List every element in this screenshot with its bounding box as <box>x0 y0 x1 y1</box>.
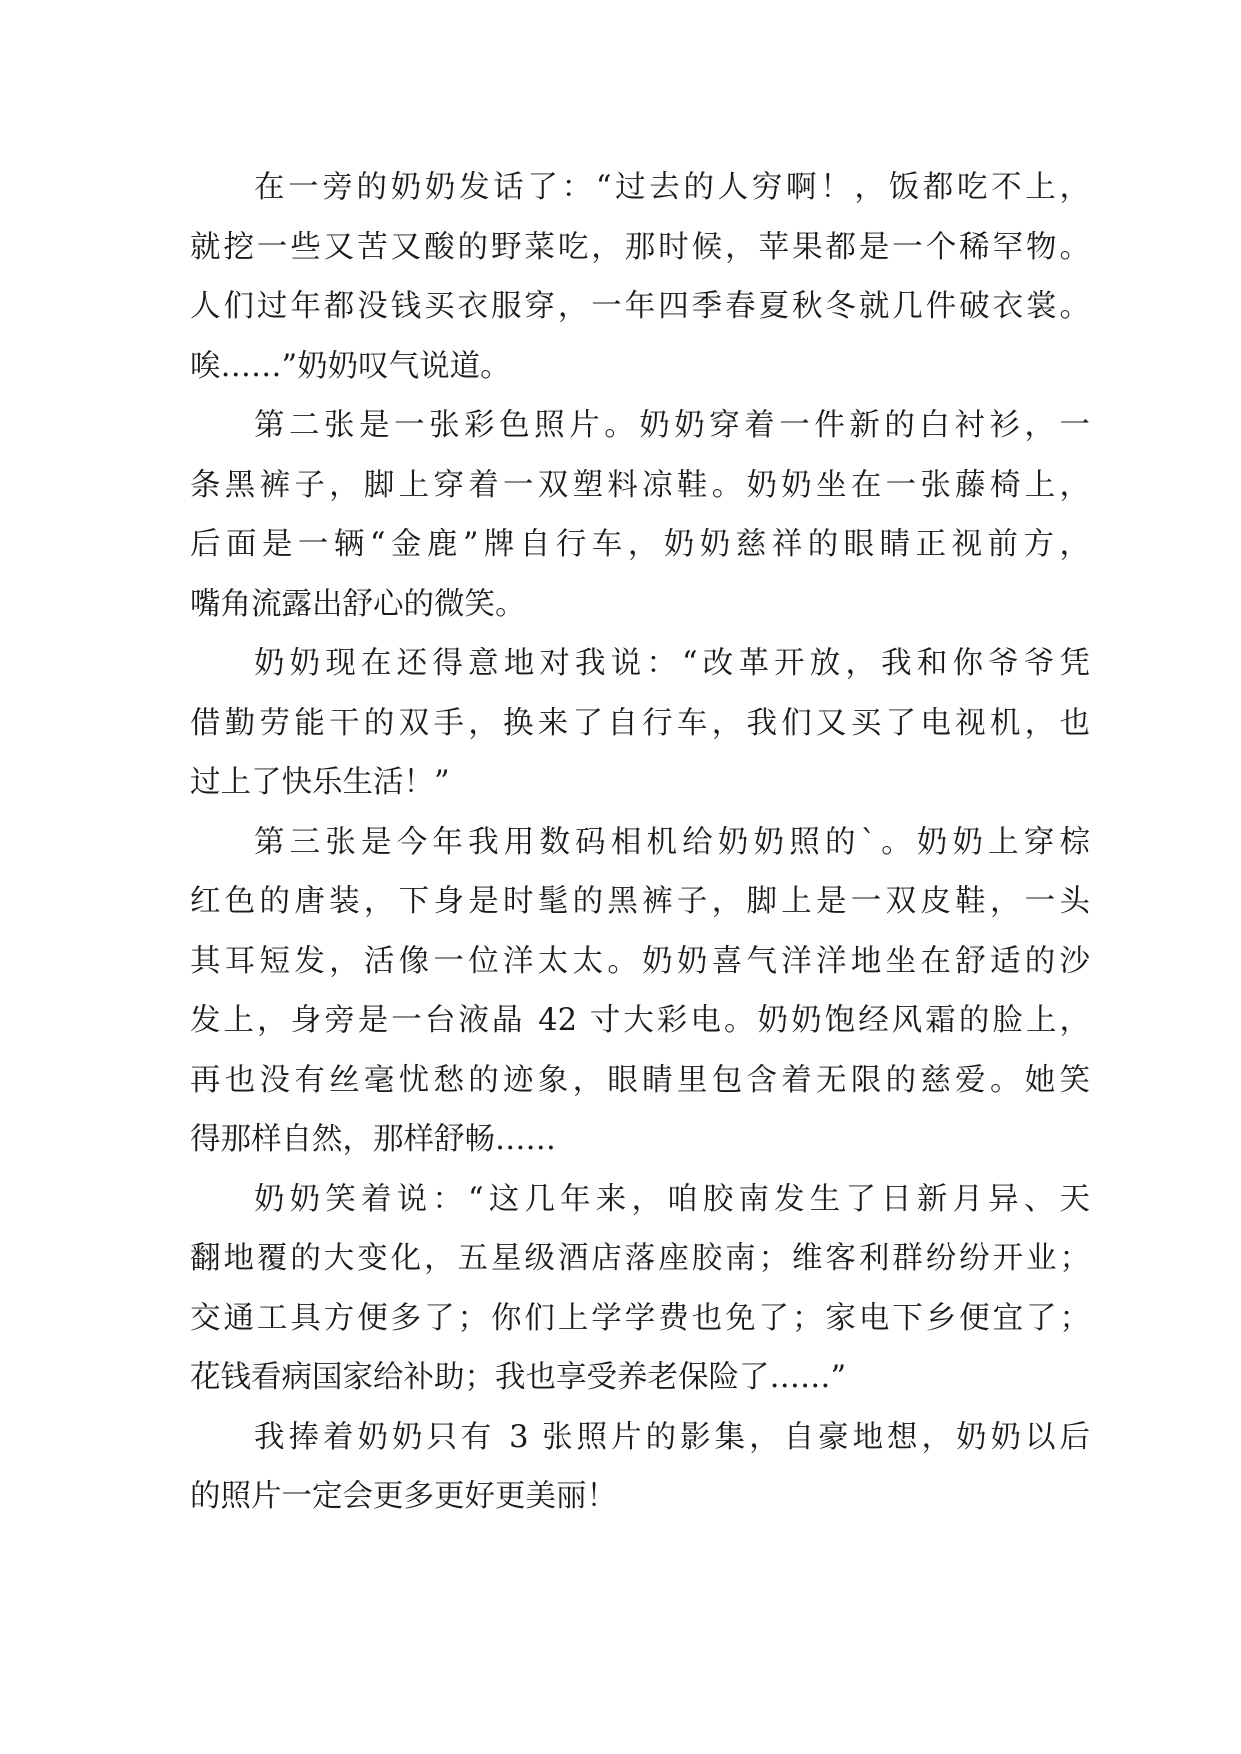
text-line: 在一旁的奶奶发话了：“过去的人穷啊！，饭都吃不上， <box>254 170 1090 205</box>
text-line: 条黑裤子，脚上穿着一双塑料凉鞋。奶奶坐在一张藤椅上， <box>190 467 1090 503</box>
paragraph <box>190 396 1090 634</box>
document-body <box>190 158 1090 1527</box>
text-line: 交通工具方便多了；你们上学学费也免了；家电下乡便宜了； <box>190 1300 1090 1336</box>
text-line: 第二张是一张彩色照片。奶奶穿着一件新的白衬衫，一 <box>254 408 1090 443</box>
text-line: 唉……”奶奶叹气说道。 <box>190 348 511 384</box>
text-line: 花钱看病国家给补助；我也享受养老保险了……” <box>190 1360 847 1395</box>
text-line: 的照片一定会更多更好更美丽！ <box>190 1479 617 1514</box>
text-line: 发上，身旁是一台液晶 42 寸大彩电。奶奶饱经风霜的脸上， <box>190 1003 1090 1038</box>
text-line: 嘴角流露出舒心的微笑。 <box>190 586 526 622</box>
text-line: 人们过年都没钱买衣服穿，一年四季春夏秋冬就几件破衣裳。 <box>190 289 1090 324</box>
paragraph <box>190 634 1090 813</box>
text-line: 其耳短发，活像一位洋太太。奶奶喜气洋洋地坐在舒适的沙 <box>190 943 1090 979</box>
paragraph <box>190 1408 1090 1527</box>
text-line: 再也没有丝毫忧愁的迹象，眼睛里包含着无限的慈爱。她笑 <box>190 1062 1090 1098</box>
text-line: 就挖一些又苦又酸的野菜吃，那时候，苹果都是一个稀罕物。 <box>190 229 1090 265</box>
text-line: 得那样自然，那样舒畅…… <box>190 1122 556 1157</box>
text-line: 我捧着奶奶只有 3 张照片的影集，自豪地想，奶奶以后 <box>254 1419 1090 1455</box>
text-line: 奶奶现在还得意地对我说：“改革开放，我和你爷爷凭 <box>254 646 1090 681</box>
text-line: 翻地覆的大变化，五星级酒店落座胶南；维客利群纷纷开业； <box>190 1241 1090 1276</box>
text-line: 借勤劳能干的双手，换来了自行车，我们又买了电视机，也 <box>190 705 1090 741</box>
text-line: 红色的唐装，下身是时髦的黑裤子，脚上是一双皮鞋，一头 <box>190 884 1090 919</box>
text-line: 奶奶笑着说：“这几年来，咱胶南发生了日新月异、天 <box>254 1181 1090 1217</box>
paragraph <box>190 158 1090 396</box>
text-line: 过上了快乐生活！” <box>190 765 450 800</box>
paragraph <box>190 1170 1090 1408</box>
text-line: 第三张是今年我用数码相机给奶奶照的`。奶奶上穿棕 <box>254 824 1090 860</box>
paragraph <box>190 813 1090 1170</box>
text-line: 后面是一辆“金鹿”牌自行车，奶奶慈祥的眼睛正视前方， <box>190 527 1090 562</box>
